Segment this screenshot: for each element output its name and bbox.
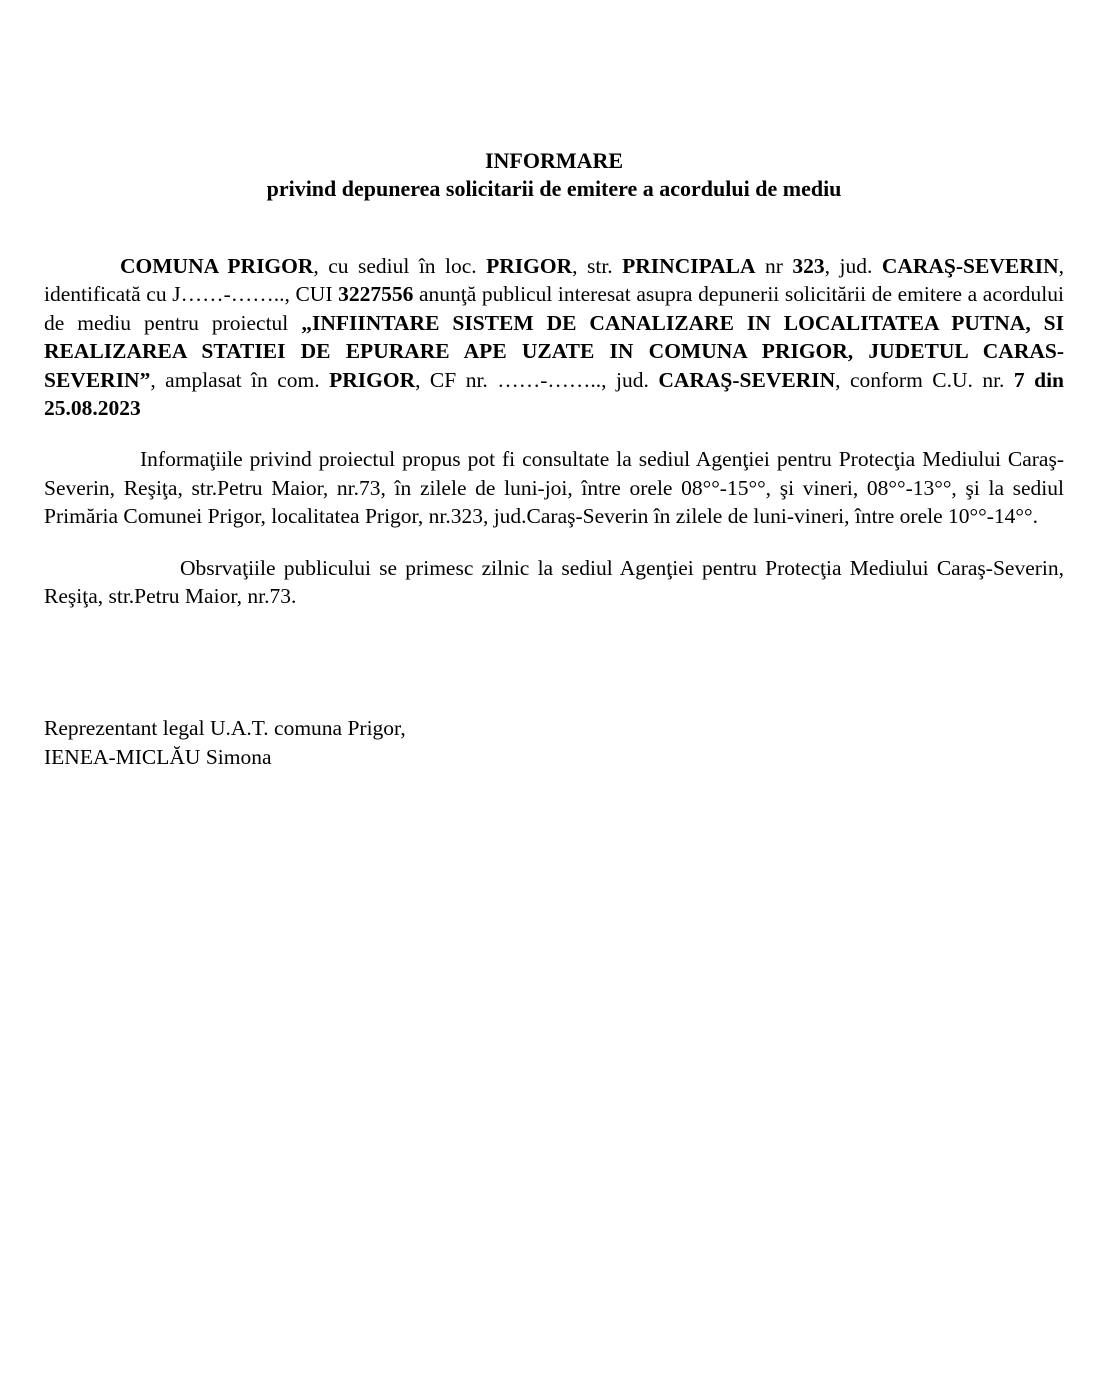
- signature-name: IENEA-MICLĂU Simona: [44, 744, 272, 769]
- document-subtitle: privind depunerea solicitarii de emitere a acordului de mediu: [266, 176, 842, 201]
- title-block: [44, 147, 1064, 203]
- paragraph-announcement: COMUNA PRIGOR, cu sediul în loc. PRIGOR, str. PRINCIPALA nr 323, jud. CARAŞ-SEVERIN, identificată cu J……-…….., CUI 3227556 anunţă publicul interesat asupra depunerii solicitării de emitere a acordului de mediu pentru proiectul „INFIINTARE SISTEM DE CANALIZARE IN LOCALITATEA PUTNA, SI REALIZAREA STATIEI DE EPURARE APE UZATE IN COMUNA PRIGOR, JUDETUL CARAS-SEVERIN”, amplasat în com. PRIGOR, CF nr. ……-…….., jud. CARAŞ-SEVERIN, conform C.U. nr. 7 din 25.08.2023: [44, 254, 1065, 421]
- paragraph-consultation-info: Informaţiile privind proiectul propus pot fi consultate la sediul Agenţiei pentru Protecţia Mediului Caraş-Severin, Reşiţa, str.Petru Maior, nr.73, în zilele de luni-joi, între orele 08°°-15°°, şi vineri, 08°°-13°°, şi la sediul Primăria Comunei Prigor, localitatea Prigor, nr.323, jud.Caraş-Severin în zilele de luni-vineri, între orele 10°°-14°°.: [44, 447, 1064, 529]
- document-title: INFORMARE: [484, 148, 624, 173]
- signature-role: Reprezentant legal U.A.T. comuna Prigor,: [44, 716, 406, 741]
- signature-block: [44, 714, 1064, 771]
- paragraph-observations: Obsrvaţiile publicului se primesc zilnic la sediul Agenţiei pentru Protecţia Mediului Caraş-Severin, Reşiţa, str.Petru Maior, nr.73.: [44, 555, 1064, 609]
